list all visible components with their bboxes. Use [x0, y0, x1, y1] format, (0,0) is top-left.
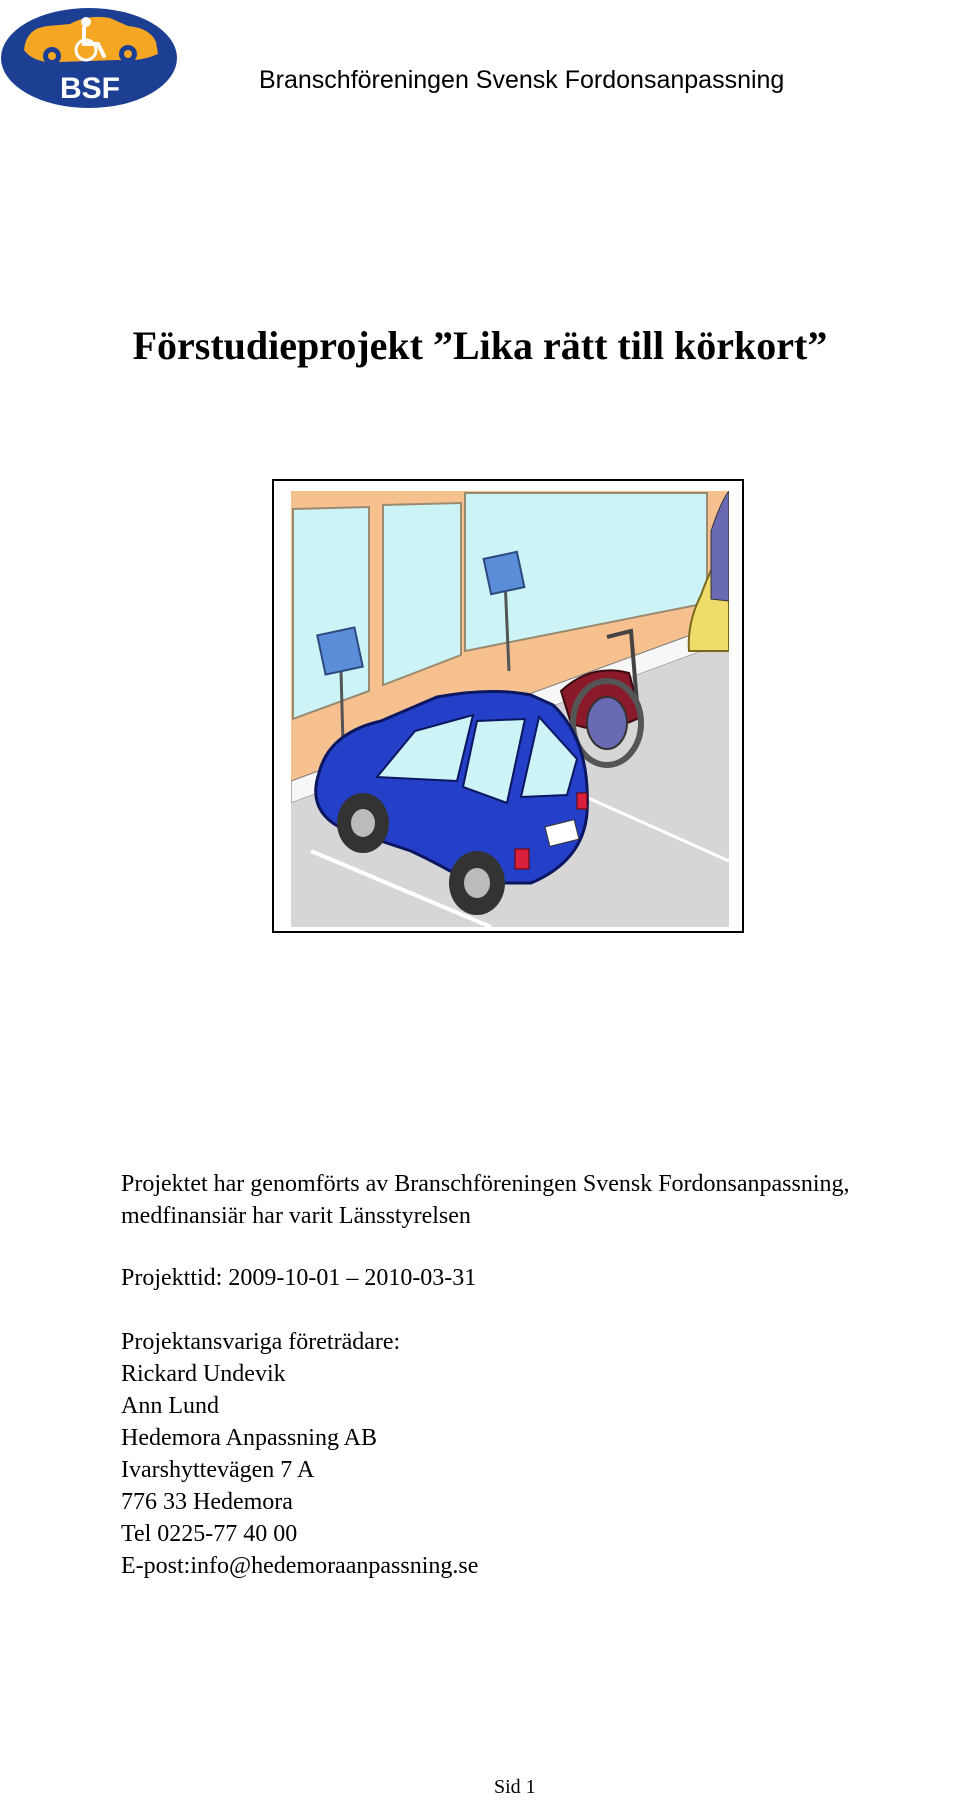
cover-illustration [272, 479, 744, 933]
contact-line: Ann Lund [121, 1393, 219, 1419]
contact-line: Tel 0225-77 40 00 [121, 1521, 298, 1547]
page-number: Sid 1 [494, 1776, 536, 1798]
funding-statement [121, 1168, 850, 1232]
contact-line: 776 33 Hedemora [121, 1489, 293, 1515]
funding-line-2: medfinansiär har varit Länsstyrelsen [121, 1203, 471, 1229]
project-period: Projekttid: 2009-10-01 – 2010-03-31 [121, 1265, 477, 1291]
contact-line: Rickard Undevik [121, 1361, 286, 1387]
funding-line-1: Projektet har genomförts av Branschföreningen Svensk Fordonsanpassning, [121, 1171, 850, 1197]
contact-line: Hedemora Anpassning AB [121, 1425, 377, 1451]
document-title: Förstudieprojekt ”Lika rätt till körkort” [132, 323, 828, 368]
logo-text: BSF [60, 72, 120, 105]
car-parking-illustration [291, 491, 729, 927]
organization-header: Branschföreningen Svensk Fordonsanpassning [259, 66, 785, 94]
contacts-block [121, 1326, 478, 1582]
bsf-logo-image [0, 6, 180, 110]
bsf-logo [0, 6, 180, 110]
contact-email: E-post:info@hedemoraanpassning.se [121, 1553, 479, 1579]
contact-line: Ivarshyttevägen 7 A [121, 1457, 315, 1483]
contacts-heading: Projektansvariga företrädare: [121, 1329, 401, 1355]
